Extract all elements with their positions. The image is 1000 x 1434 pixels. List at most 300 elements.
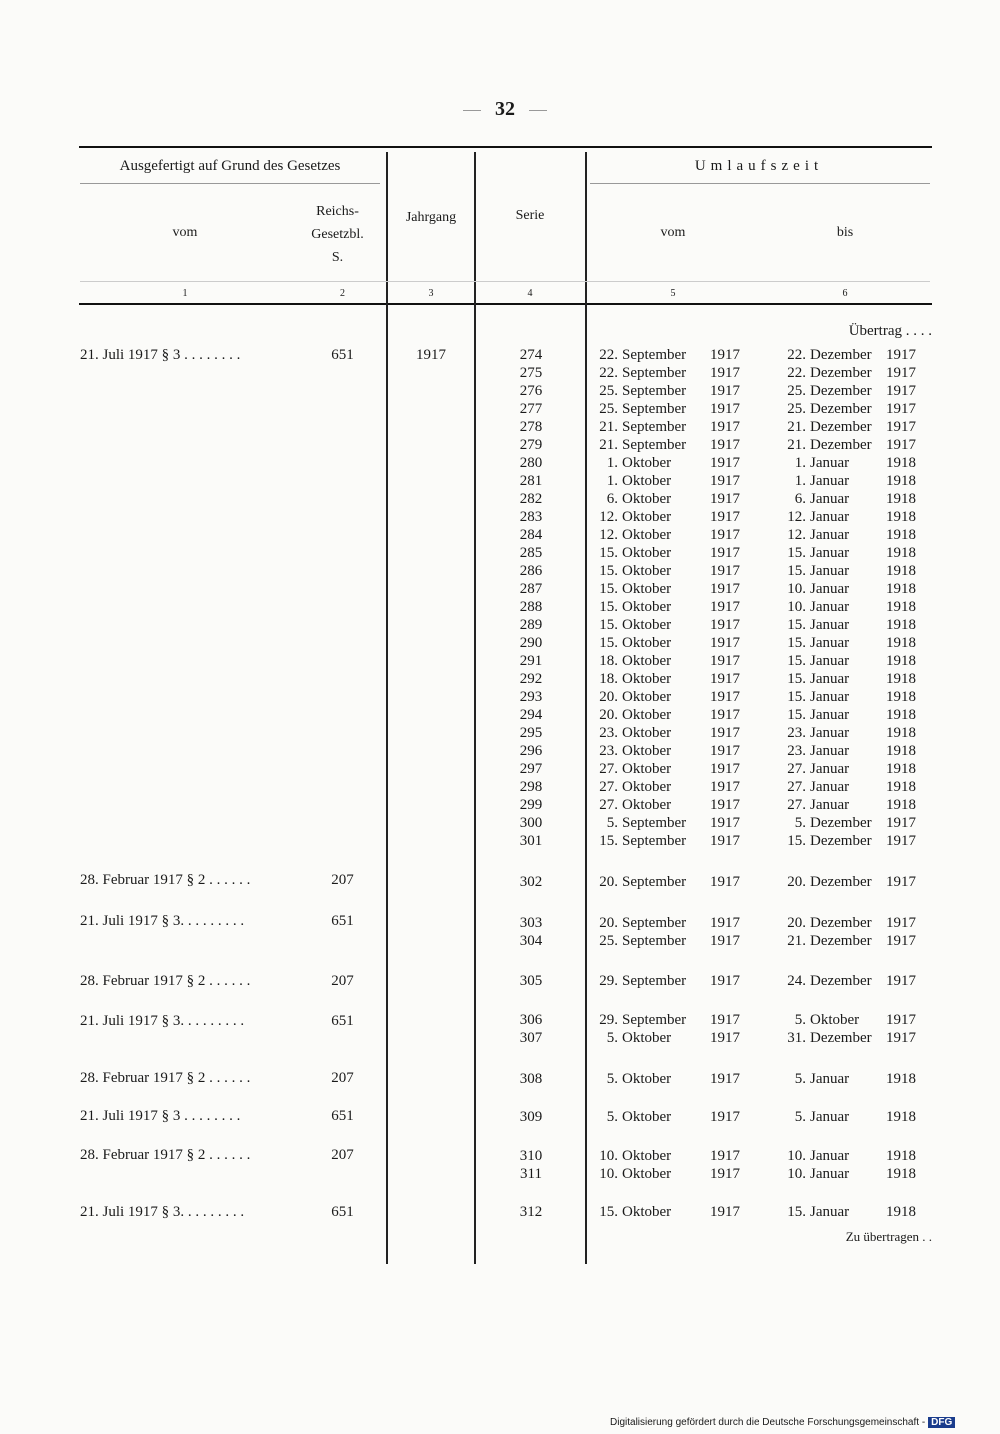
bis-month-cell: Januar	[810, 473, 850, 489]
serie-cell: 291	[519, 653, 543, 669]
vom-month-cell: Oktober	[622, 491, 672, 507]
reichs-cell: 651	[331, 1013, 354, 1029]
vom-day-cell: 27.	[599, 797, 618, 813]
bis-month-cell: Januar	[810, 581, 850, 597]
vom-day-cell: 15.	[599, 581, 618, 597]
vom-month-cell: September	[622, 815, 687, 831]
vom-month-cell: Oktober	[622, 671, 672, 687]
bis-month-cell: Dezember	[810, 347, 872, 363]
bis-month-cell: Dezember	[810, 933, 872, 949]
reichs-cell: 207	[331, 872, 354, 888]
colnum-3: 3	[428, 288, 434, 299]
bis-day-cell: 27.	[787, 779, 806, 795]
colnum-5: 5	[670, 288, 676, 299]
vom-header: vom	[172, 225, 198, 240]
vom-month-cell: September	[622, 833, 687, 849]
zu-uebertragen-label: Zu übertragen . .	[845, 1229, 932, 1244]
vom-day-cell: 12.	[599, 509, 618, 525]
vom-day-cell: 20.	[599, 915, 618, 931]
serie-cell: 284	[519, 527, 543, 543]
vom-year-cell: 1917	[710, 347, 740, 363]
vom-day-cell: 1.	[606, 455, 618, 471]
vom-day-cell: 25.	[599, 933, 618, 949]
serie-cell: 274	[519, 347, 543, 363]
serie-cell: 294	[519, 707, 543, 723]
vom-day-cell: 6.	[606, 491, 618, 507]
jahrgang-cell: 1917	[416, 347, 446, 363]
vom-day-cell: 22.	[599, 347, 618, 363]
colnum-6: 6	[842, 288, 848, 299]
vom-day-cell: 5.	[606, 815, 618, 831]
vom-day-cell: 18.	[599, 653, 618, 669]
serie-cell: 311	[520, 1166, 542, 1182]
vom-day-cell: 23.	[599, 725, 618, 741]
gesetz-row: 21. Juli 1917 § 3. . . . . . . . .	[80, 1013, 245, 1029]
bis-year-cell: 1918	[886, 599, 916, 615]
vom-month-cell: Oktober	[622, 707, 672, 723]
serie-cell: 289	[519, 617, 543, 633]
vom-year-cell: 1917	[710, 545, 740, 561]
bis-month-cell: Januar	[810, 707, 850, 723]
serie-cell: 287	[519, 581, 543, 597]
vom-month-cell: Oktober	[622, 1148, 672, 1164]
serie-cell: 297	[519, 761, 543, 777]
bis-day-cell: 15.	[787, 653, 806, 669]
bis-year-cell: 1918	[886, 1071, 916, 1087]
vom-year-cell: 1917	[710, 874, 740, 890]
vom-month-cell: September	[622, 401, 687, 417]
bis-month-cell: Januar	[810, 689, 850, 705]
bis-day-cell: 15.	[787, 833, 806, 849]
reichs-cell: 207	[331, 973, 354, 989]
serie-cell: 275	[519, 365, 543, 381]
bis-month-cell: Dezember	[810, 1030, 872, 1046]
bis-month-cell: Januar	[810, 761, 850, 777]
vom-day-cell: 5.	[606, 1030, 618, 1046]
bis-month-cell: Dezember	[810, 437, 872, 453]
vom-day-cell: 29.	[599, 1012, 618, 1028]
gesetz-row: 28. Februar 1917 § 2 . . . . . .	[80, 872, 251, 888]
bis-year-cell: 1918	[886, 653, 916, 669]
bis-month-cell: Januar	[810, 1071, 850, 1087]
bis-month-cell: Januar	[810, 743, 850, 759]
vom-year-cell: 1917	[710, 581, 740, 597]
bis-day-cell: 12.	[787, 509, 806, 525]
bis-year-cell: 1918	[886, 617, 916, 633]
reichs-header-line-1: Reichs-	[316, 204, 359, 219]
bis-day-cell: 15.	[787, 545, 806, 561]
serie-cell: 312	[519, 1204, 543, 1220]
vom-year-cell: 1917	[710, 383, 740, 399]
reichs-cell: 207	[331, 1147, 354, 1163]
serie-cell: 305	[519, 973, 543, 989]
page-number: 32	[0, 98, 1000, 121]
vom-day-cell: 12.	[599, 527, 618, 543]
subrule-left	[80, 183, 380, 184]
vom-year-cell: 1917	[710, 707, 740, 723]
vom-month-cell: Oktober	[622, 635, 672, 651]
vom-year-cell: 1917	[710, 455, 740, 471]
bis-day-cell: 25.	[787, 383, 806, 399]
vom-day-cell: 15.	[599, 617, 618, 633]
bis-year-cell: 1917	[886, 437, 916, 453]
serie-header: Serie	[515, 208, 545, 223]
subrule-umlauf	[590, 183, 930, 184]
bis-year-cell: 1918	[886, 491, 916, 507]
bis-day-cell: 15.	[787, 563, 806, 579]
vom-year-cell: 1917	[710, 725, 740, 741]
bis-day-cell: 21.	[787, 933, 806, 949]
vom-month-cell: Oktober	[622, 1109, 672, 1125]
vom-day-cell: 25.	[599, 401, 618, 417]
serie-cell: 309	[519, 1109, 543, 1125]
bis-year-cell: 1918	[886, 635, 916, 651]
bis-year-cell: 1918	[886, 455, 916, 471]
bis-year-cell: 1917	[886, 401, 916, 417]
bis-year-cell: 1918	[886, 761, 916, 777]
footer-text: Digitalisierung gefördert durch die Deutsche Forschungsgemeinschaft -	[610, 1417, 926, 1428]
vom-month-cell: Oktober	[622, 725, 672, 741]
bis-year-cell: 1918	[886, 563, 916, 579]
bis-month-cell: Dezember	[810, 365, 872, 381]
bis-month-cell: Dezember	[810, 874, 872, 890]
vom-year-cell: 1917	[710, 1012, 740, 1028]
serie-cell: 310	[519, 1148, 543, 1164]
footer	[610, 1417, 955, 1428]
serie-cell: 283	[519, 509, 543, 525]
vom-day-cell: 20.	[599, 707, 618, 723]
vom-day-cell: 15.	[599, 599, 618, 615]
vom-year-cell: 1917	[710, 743, 740, 759]
vom-day-cell: 15.	[599, 545, 618, 561]
vom-year-cell: 1917	[710, 563, 740, 579]
bis-day-cell: 20.	[787, 915, 806, 931]
bis-day-cell: 10.	[787, 1166, 806, 1182]
vom-day-cell: 29.	[599, 973, 618, 989]
vom-month-cell: Oktober	[622, 653, 672, 669]
gesetz-row: 21. Juli 1917 § 3 . . . . . . . .	[80, 1108, 241, 1124]
vom-year-cell: 1917	[710, 1030, 740, 1046]
gesetz-row: 28. Februar 1917 § 2 . . . . . .	[80, 1070, 251, 1086]
vom-year-cell: 1917	[710, 671, 740, 687]
vom-year-cell: 1917	[710, 509, 740, 525]
gesetz-row: 21. Juli 1917 § 3. . . . . . . . .	[80, 913, 245, 929]
vom-month-cell: Oktober	[622, 689, 672, 705]
serie-cell: 282	[519, 491, 543, 507]
bis-day-cell: 1.	[794, 473, 806, 489]
bis-day-cell: 22.	[787, 347, 806, 363]
vom-day-cell: 21.	[599, 419, 618, 435]
vom-year-cell: 1917	[710, 1148, 740, 1164]
bis-year-cell: 1918	[886, 1148, 916, 1164]
bis-month-cell: Januar	[810, 1109, 850, 1125]
bis-year-cell: 1918	[886, 1109, 916, 1125]
bis-month-cell: Januar	[810, 545, 850, 561]
gesetz-row: 21. Juli 1917 § 3. . . . . . . . .	[80, 1204, 245, 1220]
vom-year-cell: 1917	[710, 527, 740, 543]
subrule-colnums	[80, 281, 930, 282]
vom-day-cell: 10.	[599, 1166, 618, 1182]
vom-year-cell: 1917	[710, 653, 740, 669]
vom-month-cell: Oktober	[622, 1204, 672, 1220]
gesetz-row: 28. Februar 1917 § 2 . . . . . .	[80, 1147, 251, 1163]
gesetz-header-title: Ausgefertigt auf Grund des Gesetzes	[119, 158, 341, 174]
divider-col-4	[474, 152, 476, 1264]
vom-year-cell: 1917	[710, 973, 740, 989]
serie-cell: 276	[519, 383, 543, 399]
reichs-header	[290, 200, 385, 269]
serie-cell: 277	[519, 401, 543, 417]
vom-month-cell: September	[622, 973, 687, 989]
serie-cell: 295	[519, 725, 543, 741]
bis-month-cell: Dezember	[810, 383, 872, 399]
colnum-2: 2	[340, 288, 345, 299]
bis-year-cell: 1918	[886, 581, 916, 597]
bis-year-cell: 1917	[886, 419, 916, 435]
bis-day-cell: 24.	[787, 973, 806, 989]
bis-month-cell: Januar	[810, 491, 850, 507]
vom-month-cell: Oktober	[622, 761, 672, 777]
serie-cell: 290	[519, 635, 543, 651]
bis-day-cell: 5.	[794, 1109, 806, 1125]
bis-month-cell: Januar	[810, 635, 850, 651]
serie-cell: 306	[519, 1012, 543, 1028]
vom-month-cell: Oktober	[622, 599, 672, 615]
vom-year-cell: 1917	[710, 1204, 740, 1220]
vom-day-cell: 5.	[606, 1071, 618, 1087]
bis-day-cell: 5.	[794, 815, 806, 831]
bis-day-cell: 23.	[787, 743, 806, 759]
vom-month-cell: September	[622, 874, 687, 890]
colnum-4: 4	[527, 288, 533, 299]
serie-cell: 303	[519, 915, 543, 931]
serie-cell: 279	[519, 437, 543, 453]
vom-year-cell: 1917	[710, 491, 740, 507]
bis-year-cell: 1917	[886, 973, 916, 989]
bis-month-cell: Dezember	[810, 915, 872, 931]
vom-year-cell: 1917	[710, 689, 740, 705]
bis-day-cell: 15.	[787, 1204, 806, 1220]
vom-month-cell: Oktober	[622, 743, 672, 759]
gesetz-row: 28. Februar 1917 § 2 . . . . . .	[80, 973, 251, 989]
vom-month-cell: Oktober	[622, 1030, 672, 1046]
umlauf-vom-header: vom	[660, 225, 686, 240]
serie-cell: 280	[519, 455, 543, 471]
vom-month-cell: Oktober	[622, 545, 672, 561]
serie-cell: 307	[519, 1030, 543, 1046]
bis-day-cell: 25.	[787, 401, 806, 417]
vom-month-cell: Oktober	[622, 527, 672, 543]
bis-day-cell: 12.	[787, 527, 806, 543]
bis-year-cell: 1917	[886, 915, 916, 931]
bis-month-cell: Januar	[810, 779, 850, 795]
reichs-cell: 207	[331, 1070, 354, 1086]
serie-cell: 300	[519, 815, 543, 831]
bis-month-cell: Dezember	[810, 815, 872, 831]
bis-month-cell: Oktober	[810, 1012, 860, 1028]
vom-month-cell: Oktober	[622, 1071, 672, 1087]
bis-year-cell: 1918	[886, 671, 916, 687]
bis-day-cell: 5.	[794, 1071, 806, 1087]
header-rule	[79, 303, 932, 305]
vom-day-cell: 15.	[599, 1204, 618, 1220]
bis-year-cell: 1917	[886, 365, 916, 381]
bis-day-cell: 27.	[787, 761, 806, 777]
vom-year-cell: 1917	[710, 617, 740, 633]
uebertrag-label: Übertrag . . . .	[848, 323, 932, 339]
vom-day-cell: 27.	[599, 761, 618, 777]
bis-day-cell: 21.	[787, 437, 806, 453]
bis-month-cell: Januar	[810, 455, 850, 471]
reichs-cell: 651	[331, 347, 354, 363]
serie-cell: 299	[519, 797, 543, 813]
reichs-cell: 651	[331, 1108, 354, 1124]
bis-month-cell: Januar	[810, 725, 850, 741]
bis-month-cell: Dezember	[810, 419, 872, 435]
divider-col-3	[386, 152, 388, 1264]
bis-day-cell: 10.	[787, 1148, 806, 1164]
serie-cell: 302	[519, 874, 543, 890]
vom-year-cell: 1917	[710, 933, 740, 949]
bis-day-cell: 6.	[794, 491, 806, 507]
vom-month-cell: Oktober	[622, 581, 672, 597]
serie-cell: 308	[519, 1071, 543, 1087]
vom-day-cell: 20.	[599, 874, 618, 890]
bis-year-cell: 1917	[886, 874, 916, 890]
bis-day-cell: 22.	[787, 365, 806, 381]
bis-month-cell: Januar	[810, 797, 850, 813]
top-rule	[79, 146, 932, 148]
bis-month-cell: Januar	[810, 1204, 850, 1220]
bis-month-cell: Januar	[810, 599, 850, 615]
bis-year-cell: 1917	[886, 833, 916, 849]
vom-day-cell: 1.	[606, 473, 618, 489]
vom-month-cell: Oktober	[622, 563, 672, 579]
vom-month-cell: Oktober	[622, 779, 672, 795]
vom-day-cell: 5.	[606, 1109, 618, 1125]
reichs-cell: 651	[331, 1204, 354, 1220]
vom-day-cell: 15.	[599, 563, 618, 579]
bis-day-cell: 5.	[794, 1012, 806, 1028]
bis-month-cell: Januar	[810, 671, 850, 687]
bis-month-cell: Januar	[810, 1148, 850, 1164]
serie-cell: 285	[519, 545, 543, 561]
bis-month-cell: Januar	[810, 527, 850, 543]
vom-month-cell: September	[622, 933, 687, 949]
vom-year-cell: 1917	[710, 797, 740, 813]
vom-year-cell: 1917	[710, 1071, 740, 1087]
vom-year-cell: 1917	[710, 419, 740, 435]
vom-month-cell: September	[622, 419, 687, 435]
bis-month-cell: Januar	[810, 563, 850, 579]
bis-year-cell: 1918	[886, 1166, 916, 1182]
bis-year-cell: 1918	[886, 743, 916, 759]
vom-day-cell: 10.	[599, 1148, 618, 1164]
serie-cell: 286	[519, 563, 543, 579]
bis-year-cell: 1918	[886, 473, 916, 489]
bis-day-cell: 10.	[787, 599, 806, 615]
bis-year-cell: 1917	[886, 933, 916, 949]
bis-month-cell: Dezember	[810, 401, 872, 417]
umlauf-bis-header: bis	[836, 225, 854, 240]
serie-cell: 301	[519, 833, 543, 849]
vom-day-cell: 20.	[599, 689, 618, 705]
vom-month-cell: September	[622, 437, 687, 453]
vom-day-cell: 23.	[599, 743, 618, 759]
vom-day-cell: 15.	[599, 833, 618, 849]
vom-year-cell: 1917	[710, 473, 740, 489]
bis-year-cell: 1918	[886, 779, 916, 795]
vom-day-cell: 25.	[599, 383, 618, 399]
reichs-header-line-3: S.	[331, 250, 344, 265]
vom-month-cell: September	[622, 915, 687, 931]
serie-cell: 292	[519, 671, 543, 687]
bis-month-cell: Januar	[810, 617, 850, 633]
colnum-1: 1	[182, 288, 188, 299]
reichs-header-line-2: Gesetzbl.	[311, 227, 364, 242]
bis-day-cell: 20.	[787, 874, 806, 890]
vom-month-cell: Oktober	[622, 797, 672, 813]
bis-day-cell: 15.	[787, 707, 806, 723]
vom-year-cell: 1917	[710, 915, 740, 931]
bis-month-cell: Dezember	[810, 973, 872, 989]
vom-month-cell: September	[622, 383, 687, 399]
bis-day-cell: 1.	[794, 455, 806, 471]
bis-day-cell: 23.	[787, 725, 806, 741]
bis-year-cell: 1917	[886, 815, 916, 831]
vom-year-cell: 1917	[710, 437, 740, 453]
jahrgang-header: Jahrgang	[405, 210, 457, 225]
bis-day-cell: 31.	[787, 1030, 806, 1046]
serie-cell: 278	[519, 419, 543, 435]
bis-year-cell: 1918	[886, 797, 916, 813]
umlauf-header-title: Umlaufszeit	[694, 158, 824, 174]
bis-year-cell: 1918	[886, 1204, 916, 1220]
vom-month-cell: Oktober	[622, 617, 672, 633]
serie-cell: 281	[519, 473, 543, 489]
bis-year-cell: 1918	[886, 545, 916, 561]
vom-day-cell: 21.	[599, 437, 618, 453]
vom-year-cell: 1917	[710, 779, 740, 795]
bis-year-cell: 1917	[886, 347, 916, 363]
vom-day-cell: 27.	[599, 779, 618, 795]
serie-cell: 296	[519, 743, 543, 759]
vom-day-cell: 15.	[599, 635, 618, 651]
bis-day-cell: 10.	[787, 581, 806, 597]
bis-day-cell: 15.	[787, 635, 806, 651]
bis-year-cell: 1918	[886, 527, 916, 543]
vom-month-cell: Oktober	[622, 509, 672, 525]
vom-month-cell: September	[622, 347, 687, 363]
bis-year-cell: 1918	[886, 725, 916, 741]
bis-year-cell: 1918	[886, 707, 916, 723]
reichs-cell: 651	[331, 913, 354, 929]
bis-month-cell: Dezember	[810, 833, 872, 849]
vom-year-cell: 1917	[710, 1166, 740, 1182]
vom-month-cell: September	[622, 365, 687, 381]
bis-year-cell: 1917	[886, 1030, 916, 1046]
bis-day-cell: 15.	[787, 689, 806, 705]
vom-day-cell: 18.	[599, 671, 618, 687]
bis-day-cell: 15.	[787, 671, 806, 687]
vom-month-cell: Oktober	[622, 455, 672, 471]
vom-year-cell: 1917	[710, 401, 740, 417]
vom-month-cell: Oktober	[622, 473, 672, 489]
bis-month-cell: Januar	[810, 653, 850, 669]
bis-month-cell: Januar	[810, 509, 850, 525]
bis-day-cell: 27.	[787, 797, 806, 813]
vom-year-cell: 1917	[710, 635, 740, 651]
